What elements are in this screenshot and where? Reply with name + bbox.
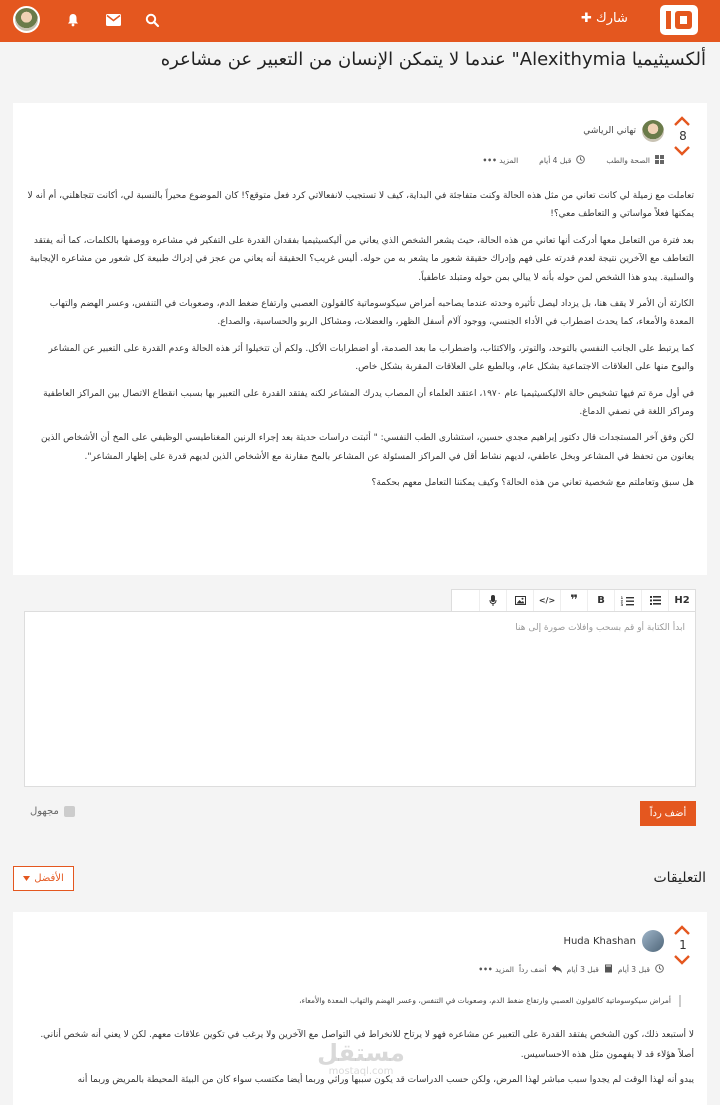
comment-author-name[interactable]: Huda Khashan xyxy=(563,935,636,947)
numbered-list-button[interactable] xyxy=(614,590,641,611)
reply-editor[interactable] xyxy=(24,611,696,787)
heading-label: H2 xyxy=(674,595,690,606)
more-menu[interactable] xyxy=(483,156,519,165)
svg-text:1: 1 xyxy=(620,595,623,600)
post-time: قبل 4 أيام xyxy=(539,156,572,165)
editor-placeholder: ابدأ الكتابة أو قم بسحب وافلات صورة إلى هنا xyxy=(515,623,685,633)
question-paragraph: هل سبق وتعاملتم مع شخصية تعاني من هذه الحالة؟ وكيف يمكننا التعامل معهم بحكمة؟ xyxy=(371,478,694,489)
downvote-icon[interactable] xyxy=(673,145,691,157)
editor-toolbar xyxy=(451,589,696,611)
anonymous-label: مجهول xyxy=(30,806,59,817)
bell-icon[interactable] xyxy=(64,11,82,29)
checkbox-box[interactable] xyxy=(64,806,75,817)
category-link[interactable]: الصحة والطب xyxy=(606,156,650,165)
category-icon xyxy=(655,155,664,166)
question-card xyxy=(13,103,707,575)
sort-dropdown[interactable] xyxy=(13,866,74,891)
downvote-icon[interactable] xyxy=(673,954,691,966)
clock-icon xyxy=(576,155,585,166)
add-reply-button[interactable]: أضف رداً xyxy=(640,801,696,826)
share-label: شارك xyxy=(596,11,628,26)
author-avatar[interactable] xyxy=(642,120,664,142)
anonymous-checkbox[interactable] xyxy=(30,806,75,817)
question-vote xyxy=(673,115,693,157)
microphone-icon xyxy=(489,595,497,606)
comment-quote: أمراض سيكوسوماتية كالقولون العصبي وارتفاع ضغط الدم، وصعوبات في التنفس، وعسر الهضم والتهاب المعدة والأمعاء، xyxy=(31,995,681,1007)
comment-vote xyxy=(673,924,693,966)
bullet-list-icon xyxy=(650,596,661,605)
comment-author[interactable] xyxy=(563,930,664,952)
bullet-list-button[interactable] xyxy=(641,590,668,611)
clock-icon xyxy=(655,964,664,975)
search-icon[interactable] xyxy=(143,11,161,29)
bold-label: B xyxy=(597,595,605,606)
comment-reply-link[interactable]: أضف رداً xyxy=(518,965,547,974)
comment-time: قبل 3 أيام xyxy=(617,965,650,974)
comments-heading: التعليقات xyxy=(653,870,706,886)
question-author[interactable] xyxy=(583,120,664,142)
top-navbar xyxy=(0,0,720,42)
user-avatar[interactable] xyxy=(13,6,40,33)
page-title: ألكسيثيميا Alexithymia" عندما لا يتمكن الإنسان من التعبير عن مشاعره xyxy=(160,49,706,70)
heading-button[interactable] xyxy=(668,590,695,611)
question-body xyxy=(24,187,694,501)
upvote-icon[interactable] xyxy=(673,924,691,936)
reply-icon[interactable] xyxy=(552,965,562,975)
comment-paragraph: لا أستبعد ذلك، كون الشخص يفتقد القدرة على التعبير عن مشاعره فهو لا يرتاح للانخراط في التواصل مع الآخرين ولا يرغب في تكوين علاقات معهم. لكن لا يعني أنه شخص أناني. أصلاً هؤلاء قد لا يفهمون مثل هذه الاحساسيس. xyxy=(40,1030,694,1060)
image-icon xyxy=(515,596,526,605)
question-paragraph: كما يرتبط على الجانب النفسي بالتوحد، والتوتر، والاكتئاب، واضطراب ما بعد الصدمة، أو اضطرابات الأكل. ولكم أن تتخيلوا أثر هذه الحالة وعدم القدرة على التعبير عن المشاعر والبوح منها على العلاقات الاجتماعية بشكل عام، وبالطبع على العلاقات المقربة بشكل خاص. xyxy=(48,343,694,373)
question-paragraph: تعاملت مع زميلة لي كانت تعاني من مثل هذه الحالة وكنت متفاجئة في البداية، كيف لا تستجيب لانفعالاتي كرد فعل متوقع؟! كان الموضوع محيراً بالنسبة لي، أكانت تتجاهلني، أم أنه لا يمكنها فعلاً مواساتي و التعاطف معي؟! xyxy=(27,191,694,220)
question-paragraph: في أول مرة تم فيها تشخيص حالة الاليكسيثيميا عام ١٩٧٠، اعتقد العلماء أن المصاب يدرك المشاعر لكنه يفتقد القدرة على التعبير بها بسبب انقطاع الاتصال بين المراكز العاطفية ومراكز اللغة في نصفي الدماغ. xyxy=(43,388,694,418)
comment-author-avatar[interactable] xyxy=(642,930,664,952)
image-button[interactable] xyxy=(506,590,533,611)
upvote-icon[interactable] xyxy=(673,115,691,127)
code-icon: </> xyxy=(538,596,556,605)
book-icon xyxy=(604,964,613,975)
quote-button[interactable] xyxy=(560,590,587,611)
share-button[interactable] xyxy=(578,11,628,26)
comment-book-time: قبل 3 أيام xyxy=(566,965,599,974)
question-meta xyxy=(483,155,664,166)
author-name[interactable]: تهاني الرياشي xyxy=(583,126,636,136)
code-button[interactable] xyxy=(533,590,560,611)
quote-icon: ❞ xyxy=(570,593,578,608)
site-logo[interactable] xyxy=(660,5,698,35)
sort-label: الأفضل xyxy=(34,873,64,884)
vote-count: 1 xyxy=(679,938,687,952)
more-label: المزيد xyxy=(495,965,514,974)
plus-icon: ✚ xyxy=(581,11,592,26)
question-paragraph: بعد فترة من التعامل معها أدركت أنها تعاني من هذه الحالة، حيث يشعر الشخص الذي يعاني من أليكسيثيميا بفقدان القدرة على التفكير في مشاعره ووصفها بالكلمات، كما أنه يفتقد التعاطف مع الآخرين نتيجة لعدم قدرته على فهم وإدراك حقيقة شعور ما يشعر به من حوله. أليس غريب؟ الحقيقة أنه يعاني من عجز في إدراك طبيعة كل شعور من مشاعره الإيجابية والسلبية. يبدو هذا الشخص لمن حوله بأنه لا يبالي بمن حوله ومتبلد عاطفياً. xyxy=(29,235,694,283)
more-menu[interactable] xyxy=(478,965,514,974)
question-paragraph: الكارثة أن الأمر لا يقف هنا، بل يزداد ليصل تأثيره وحدته عندما يصاحبه أمراض سيكوسوماتية كالقولون العصبي وارتفاع ضغط الدم، وصعوبات في التنفس، وعسر الهضم والتهاب المعدة والأمعاء، كما يحدث اضطراب في الأداء الجنسي، ووجود آلام أسفل الظهر، والعضلات، ومشاكل الربو والحساسية، والصداع. xyxy=(49,299,694,328)
svg-text:3: 3 xyxy=(620,602,623,607)
envelope-icon[interactable] xyxy=(104,11,122,29)
ellipsis-icon: ••• xyxy=(478,965,493,974)
bold-button[interactable] xyxy=(587,590,614,611)
comment-meta xyxy=(478,964,664,975)
vote-count: 8 xyxy=(679,129,687,143)
ellipsis-icon: ••• xyxy=(482,156,497,165)
numbered-list-icon xyxy=(620,595,634,607)
watermark-latin: mostaql.com xyxy=(328,1066,394,1077)
more-label: المزيد xyxy=(499,156,519,165)
watermark-arabic: مستقل xyxy=(317,1039,405,1067)
comment-paragraph: يبدو أنه لهذا الوقت لم يجدوا سبب مباشر لهذا المرض، ولكن حسب الدراسات قد يكون سببها وراثي وربما أيضا مكتسب سواء كان من البيئة المحيطة بالمريض وربما أنه xyxy=(77,1075,694,1085)
question-paragraph: لكن وفق آخر المستجدات قال دكتور إبراهيم مجدي حسين، استشارى الطب النفسي: " أثبتت دراسات حديثة بعد إجراء الرنين المغناطيسي الوظيفي على المخ أن الأشخاص الذين يعانون من تحفظ في المشاعر وبخل عاطفي، لديهم نشاط أقل في المراكز المسئولة عن المشاعر بالمخ مقارنة مع الأشخاص الذين لديهم قدرة على إظهار المشاعر". xyxy=(41,433,694,462)
svg-text:2: 2 xyxy=(620,599,623,603)
microphone-button[interactable] xyxy=(479,590,506,611)
site-watermark xyxy=(316,1040,406,1077)
caret-down-icon xyxy=(23,876,30,881)
